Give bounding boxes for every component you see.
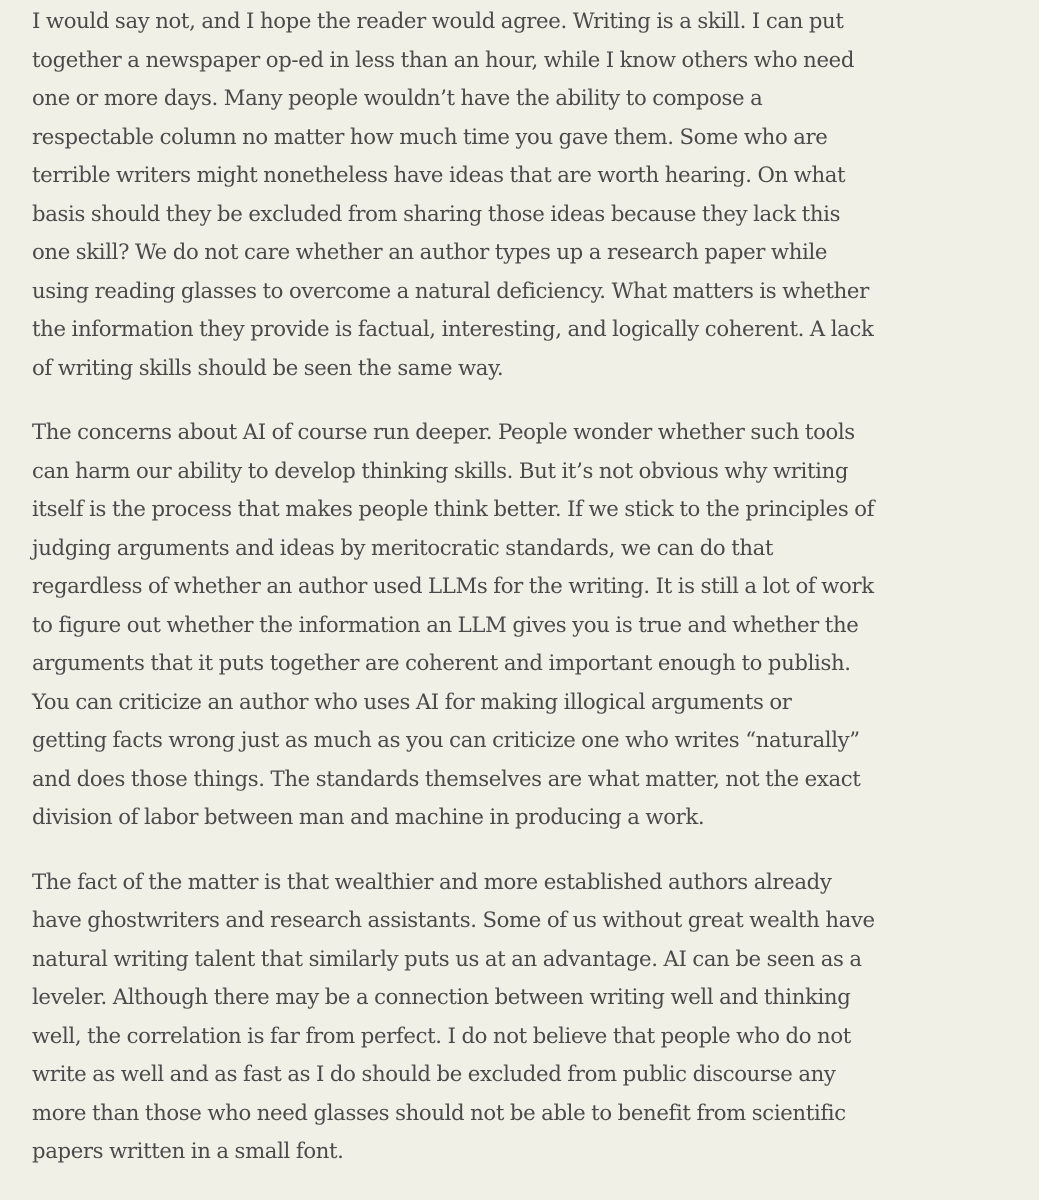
paragraph-1: I would say not, and I hope the reader would agree. Writing is a skill. I can put together a newspaper op-ed in less than an hour, while I know others who need one or more days. Many people wouldn’t have the ability to compose a respectable column no matter how much time you gave them. Some who are terrible writers might nonetheless have ideas that are worth hearing. On what basis should they be excluded from sharing those ideas because they lack this one skill? We do not care whether an author types up a research paper while using reading glasses to overcome a natural deficiency. What matters is whether the information they provide is factual, interesting, and logically coherent. A lack of writing skills should be seen the same way. — [32, 8, 874, 380]
paragraph-3: The fact of the matter is that wealthier and more established authors already have ghostwriters and research assistants. Some of us without great wealth have natural writing talent that similarly puts us at an advantage. AI can be seen as a leveler. Although there may be a connection between writing well and thinking well, the correlation is far from perfect. I do not believe that people who do not write as well and as fast as I do should be excluded from public discourse any more than those who need glasses should not be able to benefit from scientific papers written in a small font. — [32, 868, 875, 1163]
paragraph-2: The concerns about AI of course run deeper. People wonder whether such tools can harm our ability to develop thinking skills. But it’s not obvious why writing itself is the process that makes people think better. If we stick to the principles of judging arguments and ideas by meritocratic standards, we can do that regardless of whether an author used LLMs for the writing. It is still a lot of work to figure out whether the information an LLM gives you is true and whether the arguments that it puts together are coherent and important enough to publish. You can criticize an author who uses AI for making illogical arguments or getting facts wrong just as much as you can criticize one who writes “naturally” and does those things. The standards themselves are what matter, not the exact division of labor between man and machine in producing a work. — [32, 419, 875, 829]
